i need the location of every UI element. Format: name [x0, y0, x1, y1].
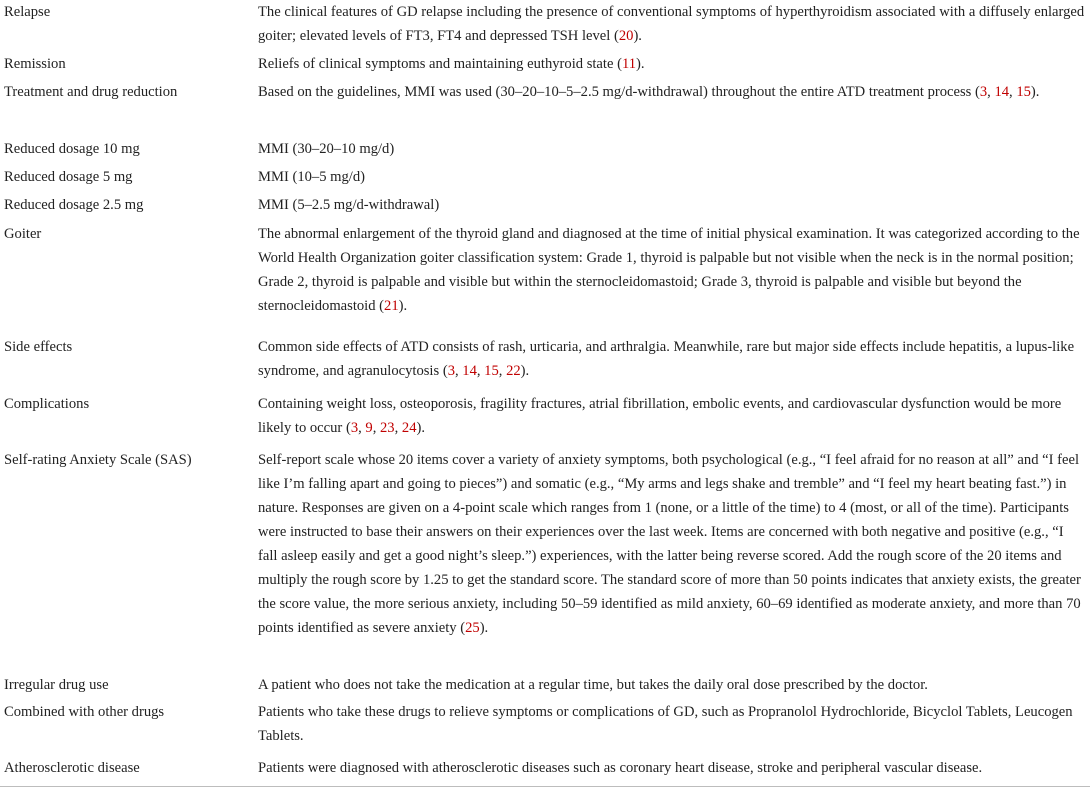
definition-cell	[258, 137, 1086, 161]
reference-link[interactable]: 3	[447, 363, 455, 379]
definition-text: ,	[987, 84, 995, 100]
reference-link[interactable]: 3	[350, 420, 359, 436]
term-cell: Goiter	[4, 226, 42, 242]
table-row	[0, 193, 1086, 217]
definition-text: MMI (5–2.5 mg/d-withdrawal)	[258, 197, 440, 213]
definition-text: ).	[416, 420, 425, 436]
term-cell: Atherosclerotic disease	[4, 760, 140, 776]
term-cell: Remission	[4, 56, 66, 72]
table-row	[0, 137, 1086, 161]
definition-text: The clinical features of GD relapse including the presence of conventional symptoms of hyperthyroidism associated with a diffusely enlarged goiter; elevated levels of FT3, FT4 and depressed TSH level (	[258, 4, 1085, 44]
table-row	[0, 52, 1086, 76]
reference-link[interactable]: 11	[621, 56, 637, 72]
term-cell: Treatment and drug reduction	[4, 84, 178, 100]
definition-text: ).	[479, 620, 489, 636]
definition-text: ,	[1009, 84, 1017, 100]
term-cell: Reduced dosage 10 mg	[4, 141, 140, 157]
table-row	[0, 335, 1086, 383]
table-row	[0, 165, 1086, 189]
definition-cell	[258, 335, 1086, 383]
definition-cell	[258, 52, 1086, 76]
definition-cell	[258, 193, 1086, 217]
definition-text: MMI (30–20–10 mg/d)	[258, 141, 395, 157]
definition-text: Common side effects of ATD consists of rash, urticaria, and arthralgia. Meanwhile, rare but major side effects include hepatitis, a lupus-like syndrome, and agranulocytosis (	[258, 339, 1075, 379]
definition-text: ).	[633, 28, 642, 44]
definition-text: ).	[1030, 84, 1040, 100]
definition-text: Containing weight loss, osteoporosis, fragility fractures, atrial fibrillation, embolic events, and cardiovascular dysfunction would be more likely to occur (	[258, 396, 1062, 436]
definition-text: Reliefs of clinical symptoms and maintaining euthyroid state (	[258, 56, 622, 72]
table-row	[0, 222, 1086, 318]
definition-text: ,	[454, 363, 463, 379]
term-cell: Complications	[4, 396, 90, 412]
table-row	[0, 80, 1086, 104]
term-cell: Irregular drug use	[4, 677, 109, 693]
term-cell: Reduced dosage 5 mg	[4, 169, 133, 185]
definition-cell	[258, 700, 1086, 748]
definition-text: ,	[498, 363, 507, 379]
reference-link[interactable]: 25	[465, 620, 480, 636]
definition-text: ).	[520, 363, 530, 379]
definition-text: Self-report scale whose 20 items cover a variety of anxiety symptoms, both psychological (e.g., “I feel afraid for no reason at all” and “I feel like I’m falling apart and going to pieces”) and somatic (e.g., “My arms and legs shake and tremble” and “I feel my heart beating fast.”) in nature. Responses are given on a 4-point scale which ranges from 1 (none, or a little of the time) to 4 (most, or all of the time). Participants were instructed to base their answers on their experiences over the last week. Items are concerned with both negative and positive (e.g., “I fall asleep easily and get a good night’s sleep.”) experiences, with the latter being reverse scored. Add the rough score of the 20 items and multiply the rough score by 1.25 to get the standard score. The standard score of more than 50 points indicates that anxiety exists, the greater the score value, the more serious anxiety, including 50–59 identified as mild anxiety, 60–69 identified as moderate anxiety, and more than 70 points identified as severe anxiety (	[258, 452, 1081, 636]
table-row	[0, 392, 1086, 440]
definition-text: ,	[394, 420, 402, 436]
definition-cell	[258, 392, 1086, 440]
table-row	[0, 0, 1086, 48]
reference-link[interactable]: 21	[384, 298, 399, 314]
definition-text: ,	[358, 420, 366, 436]
definition-cell	[258, 165, 1086, 189]
definition-cell	[258, 448, 1086, 640]
definition-text: ,	[476, 363, 485, 379]
definition-text: ).	[398, 298, 408, 314]
table-row	[0, 700, 1086, 748]
definition-cell	[258, 673, 1086, 697]
reference-link[interactable]: 15	[1016, 84, 1031, 100]
reference-link[interactable]: 23	[380, 420, 395, 436]
table-row	[0, 756, 1086, 780]
term-cell: Combined with other drugs	[4, 704, 165, 720]
definition-text: Patients who take these drugs to relieve symptoms or complications of GD, such as Propranolol Hydrochloride, Bicyclol Tablets, Leucogen Tablets.	[258, 704, 1073, 744]
table-row	[0, 673, 1086, 697]
term-cell: Side effects	[4, 339, 73, 355]
reference-link[interactable]: 15	[484, 363, 499, 379]
term-cell: Reduced dosage 2.5 mg	[4, 197, 144, 213]
definition-text: Patients were diagnosed with atherosclerotic diseases such as coronary heart disease, stroke and peripheral vascular disease.	[258, 760, 983, 776]
reference-link[interactable]: 22	[506, 363, 521, 379]
reference-link[interactable]: 3	[979, 84, 988, 100]
definition-text: Based on the guidelines, MMI was used (30–20–10–5–2.5 mg/d-withdrawal) throughout the entire ATD treatment process (	[258, 84, 980, 100]
reference-link[interactable]: 24	[401, 420, 417, 436]
reference-link[interactable]: 14	[462, 363, 477, 379]
reference-link[interactable]: 20	[618, 28, 634, 44]
definition-text: A patient who does not take the medication at a regular time, but takes the daily oral dose prescribed by the doctor.	[258, 677, 928, 693]
term-cell: Self-rating Anxiety Scale (SAS)	[4, 452, 192, 468]
reference-link[interactable]: 9	[365, 420, 373, 436]
definition-cell	[258, 756, 1086, 780]
definition-text: MMI (10–5 mg/d)	[258, 169, 366, 185]
definition-text: The abnormal enlargement of the thyroid gland and diagnosed at the time of initial physical examination. It was categorized according to the World Health Organization goiter classification system: Grade 1, thyroid is palpable but not visible when the neck is in the normal position; Grade 2, thyroid is palpable and visible but within the sternocleidomastoid; Grade 3, thyroid is palpable and visible but beyond the sternocleidomastoid (	[258, 226, 1080, 314]
term-cell: Relapse	[4, 4, 51, 20]
table-bottom-rule	[0, 786, 1090, 787]
reference-link[interactable]: 14	[994, 84, 1010, 100]
definition-text: ).	[636, 56, 645, 72]
definition-text: ,	[372, 420, 380, 436]
definition-cell	[258, 222, 1086, 318]
table-row	[0, 448, 1086, 640]
definition-cell	[258, 0, 1086, 48]
definition-cell	[258, 80, 1086, 104]
